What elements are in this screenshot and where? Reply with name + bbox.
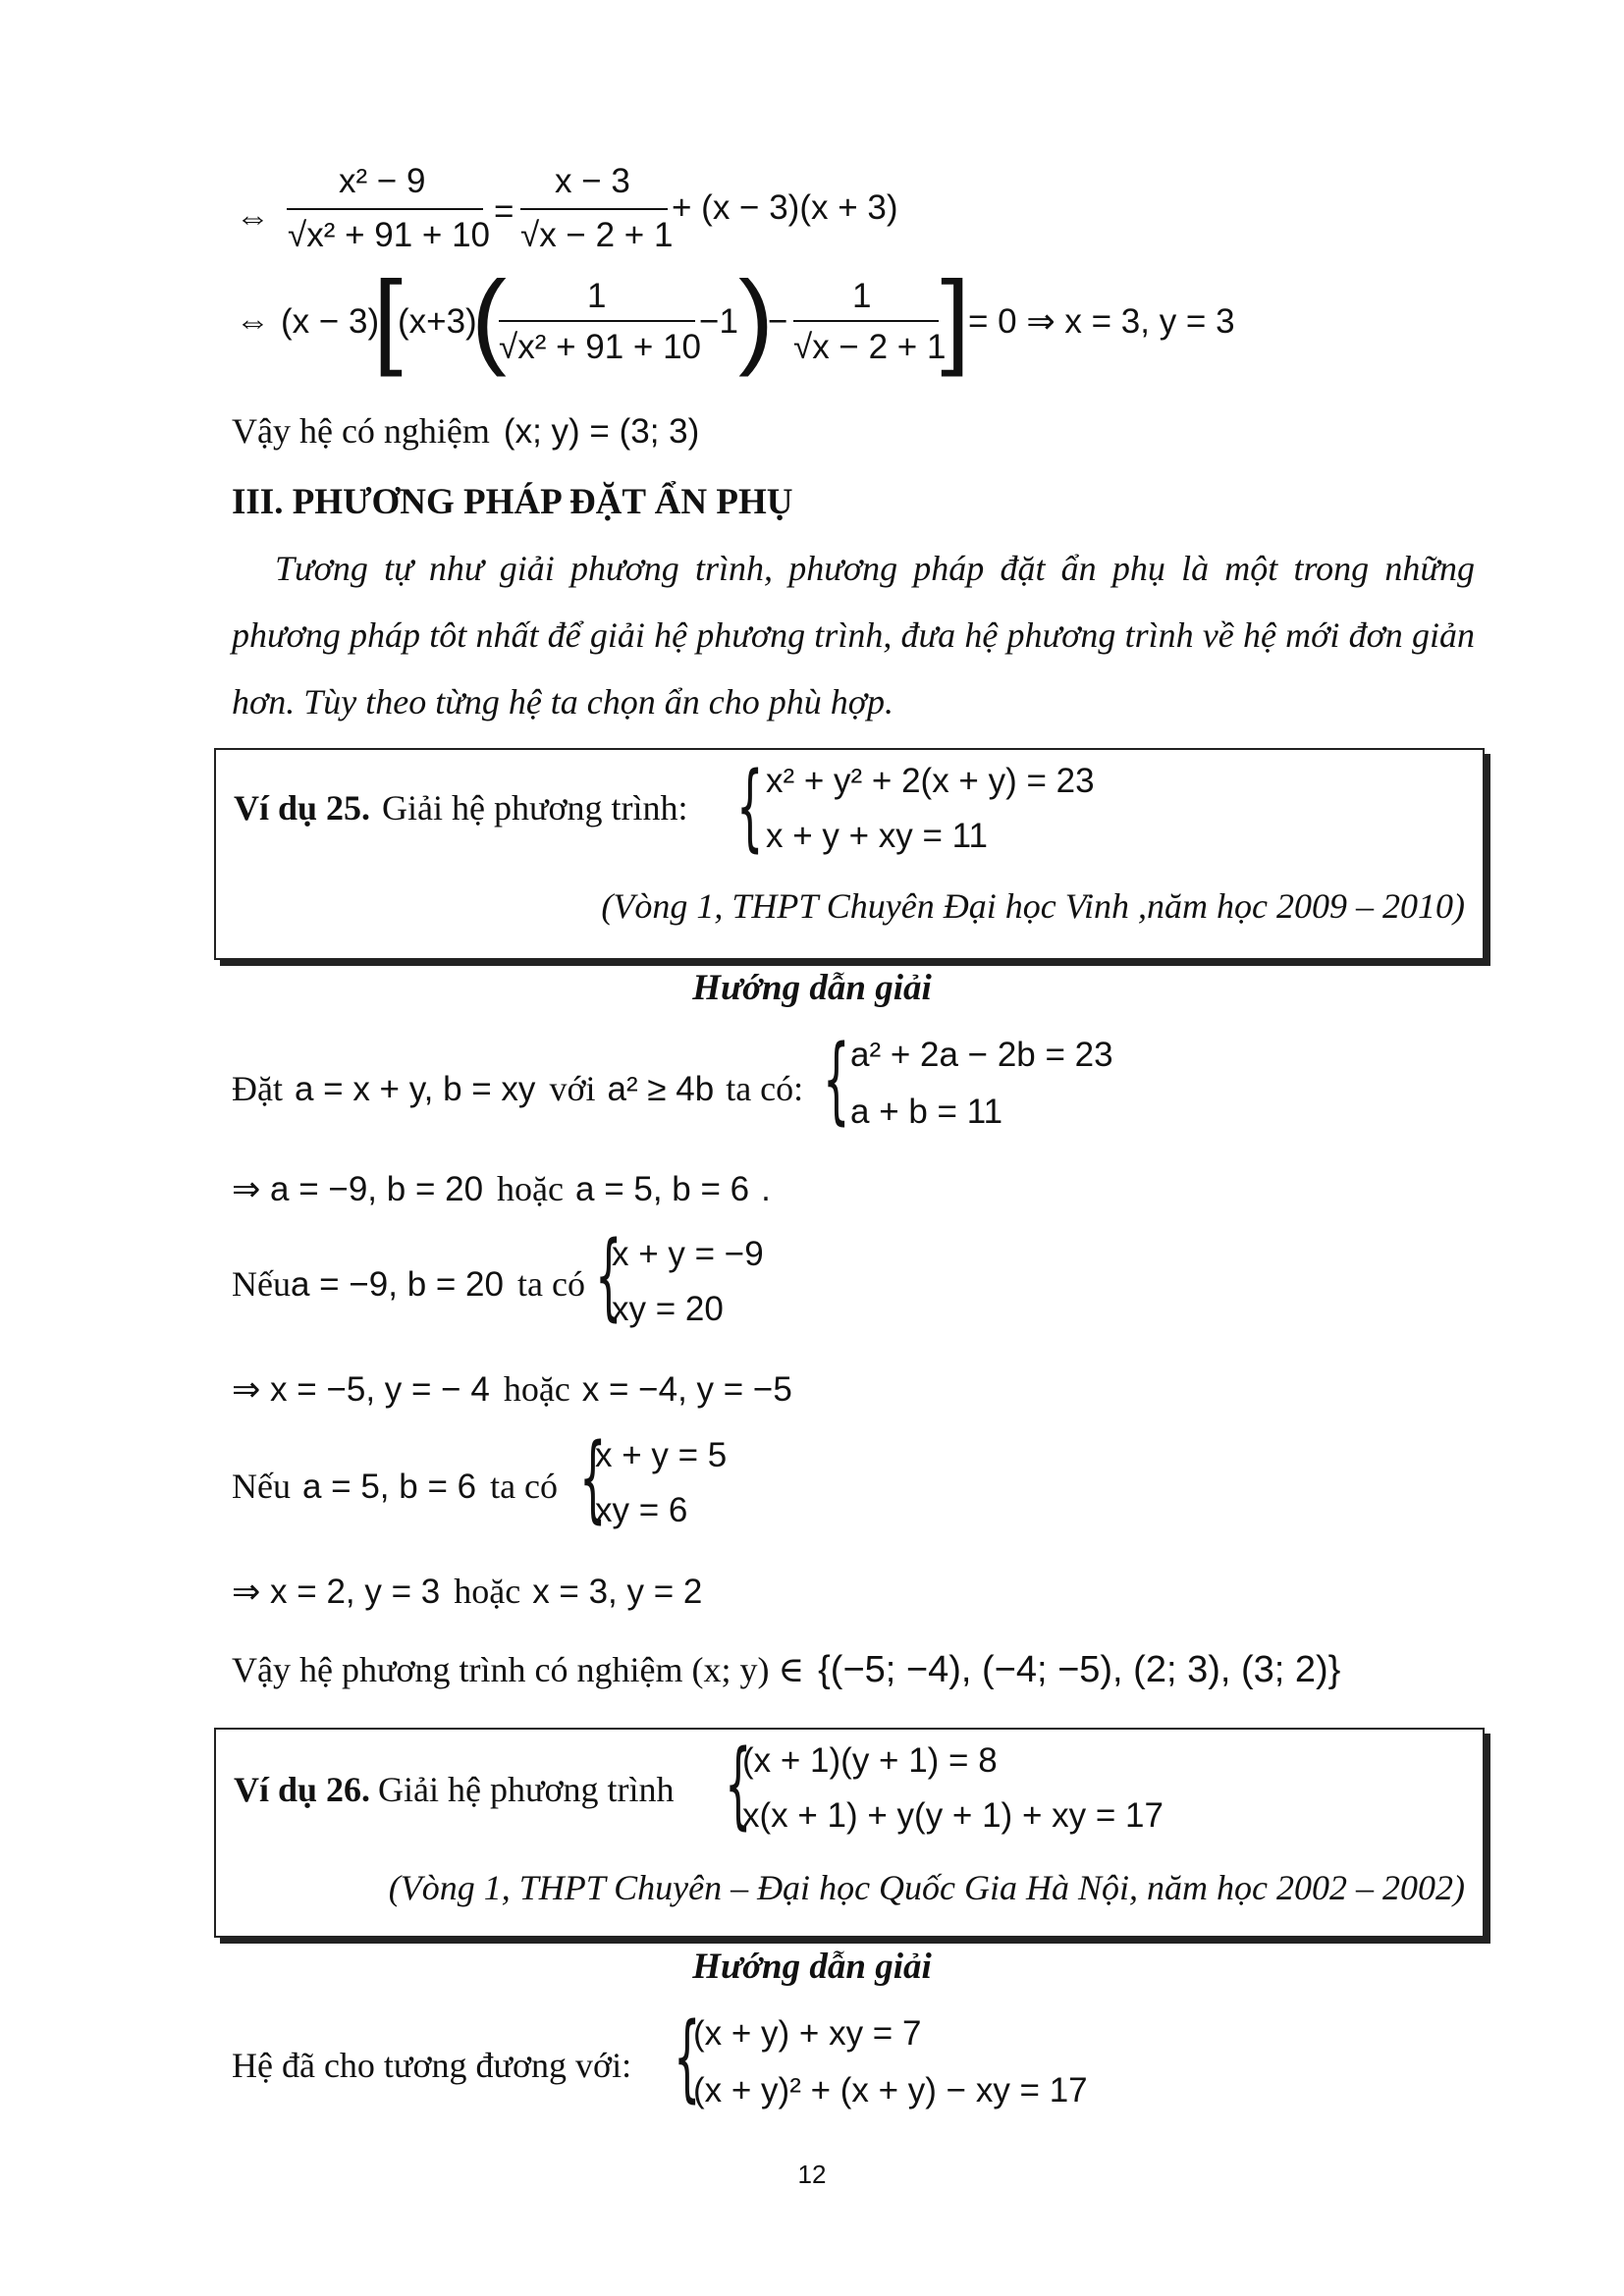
final-text: Vậy hệ phương trình có nghiệm (x; y) ∈ [232,1650,805,1689]
set-math: a = x + y, b = xy [294,1070,536,1108]
fraction-bar [793,320,939,322]
system-brace-icon: { [736,752,764,862]
eq2-frac2-denominator: √x − 2 + 1 [793,328,947,366]
system-brace-icon: { [579,1423,607,1533]
eq1-denominator-left: √x² + 91 + 10 [288,216,491,254]
fraction-bar [520,208,668,210]
ab-value-1: ⇒ a = −9, b = 20 [232,1170,484,1208]
system-eq-bottom: x + y + xy = 11 [766,817,988,855]
system-eq-bottom: (x + y)² + (x + y) − xy = 17 [693,2071,1088,2109]
result-1b: x = −4, y = −5 [581,1370,792,1409]
or-text: hoặc [503,1369,570,1409]
if-text: Nếu [232,1467,291,1506]
result-2-line [232,1571,702,1612]
fraction-bar [287,208,483,210]
result-2b: x = 3, y = 2 [532,1573,703,1611]
equivalence-arrow-icon: ⇔ [236,302,270,341]
example-prompt: Giải hệ phương trình [378,1770,675,1809]
final-solution-line [232,1649,1340,1691]
result-2a: ⇒ x = 2, y = 3 [232,1573,441,1611]
system-eq-bottom: xy = 20 [612,1290,724,1328]
we-have-text: ta có: [726,1069,804,1108]
example-prompt: Giải hệ phương trình: [382,788,688,828]
solution-title: Hướng dẫn giải [692,1947,932,1987]
system-eq-top: (x + y) + xy = 7 [693,2014,922,2053]
ab-values-line [232,1168,771,1209]
example-25-box [214,748,1485,960]
left-bracket-icon: [ [373,258,404,377]
case-2-math: a = 5, b = 6 [301,1468,477,1506]
if-text: Nếu [232,1264,291,1304]
result-1-line [232,1368,792,1410]
final-set: {(−5; −4), (−4; −5), (2; 3), (3; 2)} [818,1649,1341,1690]
system-eq-bottom: a + b = 11 [850,1093,1003,1131]
ab-value-2: a = 5, b = 6 [575,1170,750,1208]
system-eq-bottom: x(x + 1) + y(y + 1) + xy = 17 [742,1796,1164,1835]
eq1-tail: + (x − 3)(x + 3) [672,188,898,227]
equivalent-text: Hệ đã cho tương đương với: [232,2046,632,2085]
solution-title: Hướng dẫn giải [692,968,932,1008]
example-26-title [234,1769,675,1810]
system-eq-top: (x + 1)(y + 1) = 8 [742,1741,998,1780]
system-eq-top: x² + y² + 2(x + y) = 23 [766,762,1095,800]
example-source: (Vòng 1, THPT Chuyên – Đại học Quốc Gia Hà Nội, năm học 2002 – 2002) [388,1868,1465,1907]
system-eq-top: x + y = −9 [612,1235,764,1273]
section-heading: III. PHƯƠNG PHÁP ĐẶT ẨN PHỤ [232,482,793,522]
equivalence-arrow-icon: ⇔ [236,198,270,237]
we-have-text: ta có [516,1264,585,1304]
example-source: (Vòng 1, THPT Chuyên Đại học Vinh ,năm học 2009 – 2010) [601,886,1465,926]
with-text: với [549,1069,596,1108]
eq2-prefix: (x − 3) [281,302,380,341]
condition-math: a² ≥ 4b [607,1070,715,1108]
system-brace-icon: { [595,1221,623,1331]
case-1-math: a = −9, b = 20 [290,1265,504,1304]
right-bracket-icon: ] [941,258,971,377]
or-text: hoặc [497,1169,565,1208]
conclusion-text: Vậy hệ có nghiệm [232,411,490,451]
eq1-equals: = [494,192,514,231]
conclusion-math: (x; y) = (3; 3) [503,412,700,451]
system-brace-icon: { [674,2002,701,2112]
system-eq-top: x + y = 5 [595,1436,728,1474]
conclusion-line [232,410,699,452]
example-label: Ví dụ 25. [234,788,371,828]
case-2-line [232,1466,558,1507]
we-have-text: ta có [490,1467,559,1506]
eq2-result: = 0 ⇒ x = 3, y = 3 [968,302,1235,341]
eq2-inner: (x+3) [398,302,477,341]
system-brace-icon: { [725,1730,752,1840]
eq1-numerator-right: x − 3 [555,162,630,200]
eq1-denominator-right: √x − 2 + 1 [520,216,674,254]
result-1a: ⇒ x = −5, y = − 4 [232,1370,490,1409]
system-eq-top: a² + 2a − 2b = 23 [850,1036,1113,1074]
fraction-bar [499,320,695,322]
case-1-line [232,1263,585,1305]
equivalent-system-line [232,2045,631,2086]
example-25-title [234,787,688,828]
example-label: Ví dụ 26. [234,1770,371,1809]
substitution-line [232,1068,803,1109]
example-26-box [214,1728,1485,1938]
eq2-frac1-numerator: 1 [587,277,607,315]
section-intro: Tương tự như giải phương trình, phương pháp đặt ẩn phụ là một trong những phương pháp tôt nhất để giải hệ phương trình, đưa hệ phương trình về hệ mới đơn giản hơn. Tùy theo từng hệ ta chọn ẩn cho phù hợp. [232,549,1475,721]
left-paren-icon: ( [471,258,507,377]
right-paren-icon: ) [738,258,774,377]
period: . [761,1170,771,1208]
eq2-minus-one: −1 [699,302,738,341]
set-text: Đặt [232,1069,283,1108]
eq2-frac1-denominator: √x² + 91 + 10 [499,328,702,366]
system-eq-bottom: xy = 6 [595,1491,688,1529]
minus-sign: − [768,302,788,341]
or-text: hoặc [454,1572,521,1611]
eq2-frac2-numerator: 1 [852,277,872,315]
eq1-numerator-left: x² − 9 [339,162,426,200]
system-brace-icon: { [823,1025,850,1135]
page-number: 12 [797,2160,827,2189]
